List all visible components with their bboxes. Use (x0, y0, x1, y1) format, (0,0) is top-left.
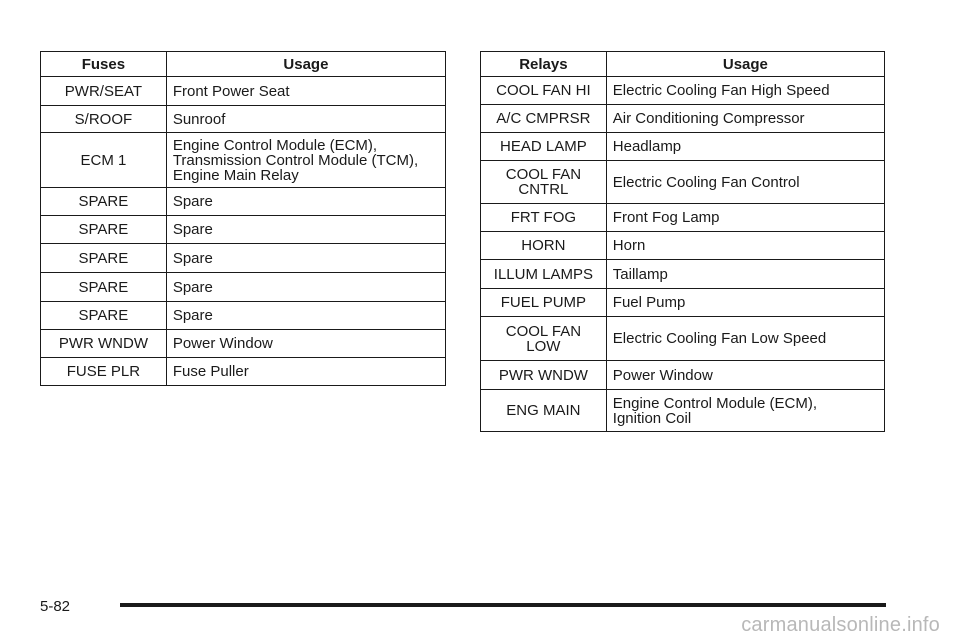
fuse-row (41, 330, 446, 358)
fuse-usage-cell: Engine Control Module (ECM), Transmission Control Module (TCM), Engine Main Relay (166, 133, 445, 188)
relay-usage-cell: Electric Cooling Fan High Speed (606, 77, 884, 105)
relay-name-cell: HORN (481, 232, 607, 260)
fuse-usage-cell: Power Window (166, 330, 445, 358)
fuse-name-cell: SPARE (41, 273, 167, 302)
fuse-name-cell: S/ROOF (41, 106, 167, 133)
watermark: carmanualsonline.info (741, 614, 940, 636)
fuse-row (41, 77, 446, 106)
relays-header-row (481, 52, 885, 77)
relay-usage-cell: Horn (606, 232, 884, 260)
footer-rule (120, 603, 886, 607)
fuse-row (41, 133, 446, 188)
relay-usage-cell: Taillamp (606, 260, 884, 289)
fuse-name-cell: FUSE PLR (41, 358, 167, 386)
relay-row (481, 204, 885, 232)
relay-name-cell: FUEL PUMP (481, 289, 607, 317)
fuse-row (41, 188, 446, 216)
relays-table (480, 51, 885, 432)
fuse-name-cell: ECM 1 (41, 133, 167, 188)
relay-usage-cell: Front Fog Lamp (606, 204, 884, 232)
relay-name-cell: FRT FOG (481, 204, 607, 232)
fuses-usage-column-header: Usage (166, 52, 445, 77)
fuse-row (41, 358, 446, 386)
relay-row (481, 161, 885, 204)
fuse-row (41, 216, 446, 244)
relay-row (481, 77, 885, 105)
fuse-row (41, 273, 446, 302)
fuse-row (41, 106, 446, 133)
relay-usage-cell: Electric Cooling Fan Control (606, 161, 884, 204)
fuses-column-header: Fuses (41, 52, 167, 77)
fuse-row (41, 302, 446, 330)
fuse-usage-cell: Spare (166, 216, 445, 244)
relay-row (481, 317, 885, 361)
fuse-name-cell: SPARE (41, 244, 167, 273)
relay-row (481, 133, 885, 161)
relay-name-cell: COOL FAN HI (481, 77, 607, 105)
relays-usage-column-header: Usage (606, 52, 884, 77)
relay-row (481, 232, 885, 260)
fuse-usage-cell: Spare (166, 302, 445, 330)
fuse-usage-cell: Spare (166, 244, 445, 273)
relay-name-cell: HEAD LAMP (481, 133, 607, 161)
relay-usage-cell: Air Conditioning Compressor (606, 105, 884, 133)
relay-name-cell: ILLUM LAMPS (481, 260, 607, 289)
fuse-usage-cell: Spare (166, 273, 445, 302)
page-number: 5-82 (40, 598, 71, 615)
relay-usage-cell: Engine Control Module (ECM), Ignition Coil (606, 390, 884, 432)
relay-usage-cell: Electric Cooling Fan Low Speed (606, 317, 884, 361)
fuses-header-row (41, 52, 446, 77)
relay-row (481, 260, 885, 289)
relay-usage-cell: Headlamp (606, 133, 884, 161)
fuse-name-cell: SPARE (41, 216, 167, 244)
relay-name-cell: ENG MAIN (481, 390, 607, 432)
fuses-table (40, 51, 446, 386)
fuse-usage-cell: Front Power Seat (166, 77, 445, 106)
fuse-name-cell: SPARE (41, 302, 167, 330)
fuse-usage-cell: Fuse Puller (166, 358, 445, 386)
relay-row (481, 361, 885, 390)
fuse-usage-cell: Sunroof (166, 106, 445, 133)
relays-column-header: Relays (481, 52, 607, 77)
fuse-name-cell: PWR/SEAT (41, 77, 167, 106)
fuse-name-cell: PWR WNDW (41, 330, 167, 358)
relay-usage-cell: Fuel Pump (606, 289, 884, 317)
relay-row (481, 390, 885, 432)
fuse-row (41, 244, 446, 273)
relay-name-cell: A/C CMPRSR (481, 105, 607, 133)
relay-row (481, 289, 885, 317)
relay-row (481, 105, 885, 133)
fuse-name-cell: SPARE (41, 188, 167, 216)
fuse-usage-cell: Spare (166, 188, 445, 216)
relay-name-cell: PWR WNDW (481, 361, 607, 390)
relay-name-cell: COOL FAN CNTRL (481, 161, 607, 204)
relay-usage-cell: Power Window (606, 361, 884, 390)
relay-name-cell: COOL FAN LOW (481, 317, 607, 361)
